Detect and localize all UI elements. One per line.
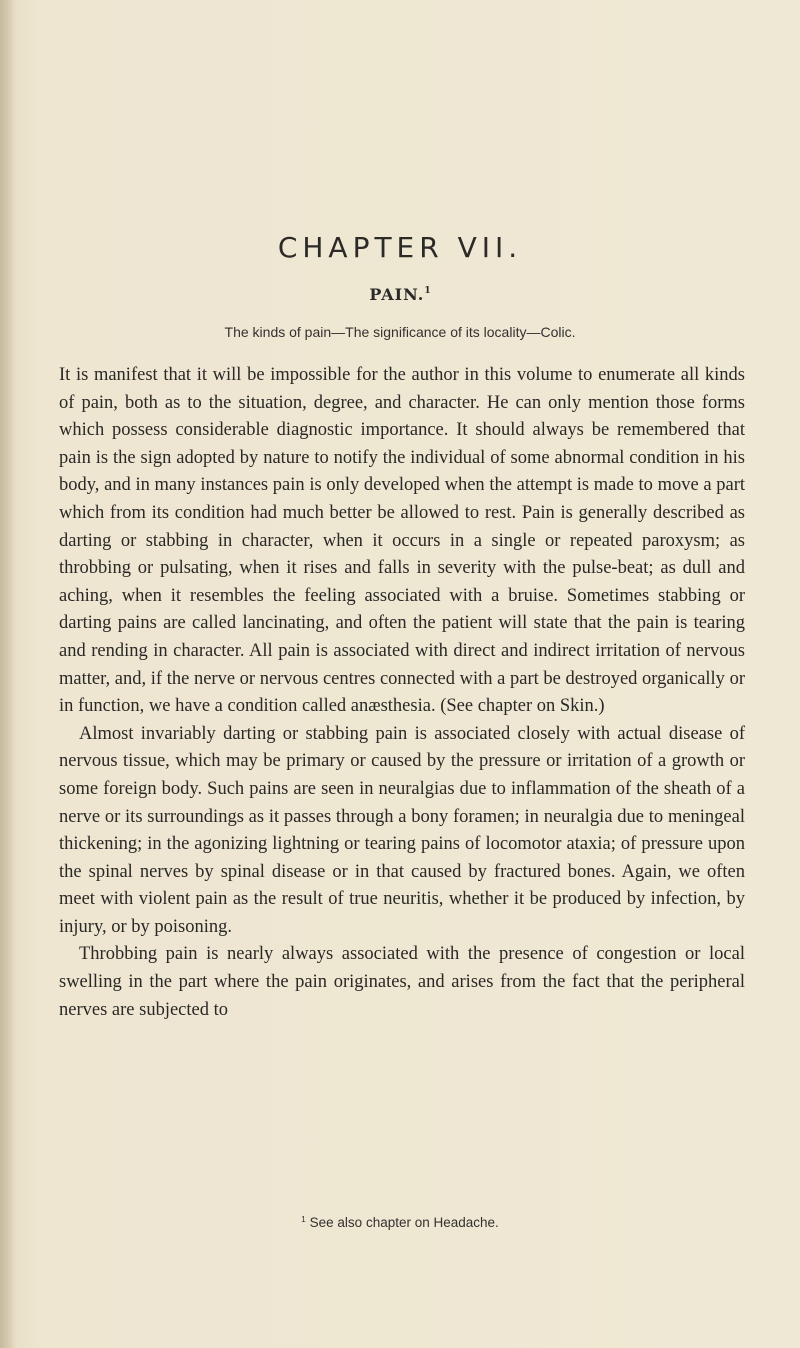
footnote [0,1215,800,1230]
chapter-heading: CHAPTER VII. [277,231,523,264]
footnote-text: See also chapter on Headache. [309,1215,499,1230]
chapter-title [0,285,800,304]
chapter-title-text: PAIN. [369,285,425,304]
body-text [59,362,745,1024]
footnote-marker: 1 [301,1215,306,1224]
paragraph-1: It is manifest that it will be impossible for the author in this volume to enumerate all kinds of pain, both as to the situation, degree, and character. He can only mention those forms which possess considerable diagnostic importance. It should always be remembered that pain is the sign adopted by nature to notify the individual of some abnormal condition in his body, and in many instances pain is only developed when the attempt is made to move a part which from its condition had much better be allowed to rest. Pain is generally described as darting or stabbing in character, when it occurs in a single or repeated paroxysm; as throbbing or pulsating, when it rises and falls in severity with the pulse-beat; as dull and aching, when it resembles the feeling associated with a bruise. Sometimes stabbing or darting pains are called lancinating, and often the patient will state that the pain is tearing and rending in character. All pain is associated with direct and indirect irritation of nervous matter, and, if the nerve or nervous centres connected with a part be destroyed organically or in function, we have a condition called anæsthesia. (See chapter on Skin.) [59,365,745,717]
chapter-synopsis: The kinds of pain—The significance of its locality—Colic. [224,324,576,340]
footnote-reference: 1 [424,286,431,296]
paragraph-2: Almost invariably darting or stabbing pain is associated closely with actual disease of nervous tissue, which may be primary or caused by the pressure or irritation of a growth or some foreign body. Such pains are seen in neuralgias due to inflammation of the sheath of a nerve or its surroundings as it passes through a bony foramen; in neuralgia due to meningeal thickening; in the agonizing lightning or tearing pains of locomotor ataxia; of pressure upon the spinal nerves by spinal disease or in that caused by fractured bones. Again, we often meet with violent pain as the result of true neuritis, whether it be produced by infection, by injury, or by poisoning. [59,723,745,937]
page-gutter-shadow [0,0,16,1348]
paragraph-3: Throbbing pain is nearly always associated with the presence of congestion or local swelling in the part where the pain originates, and arises from the fact that the peripheral nerves are subjected to [59,944,745,1020]
